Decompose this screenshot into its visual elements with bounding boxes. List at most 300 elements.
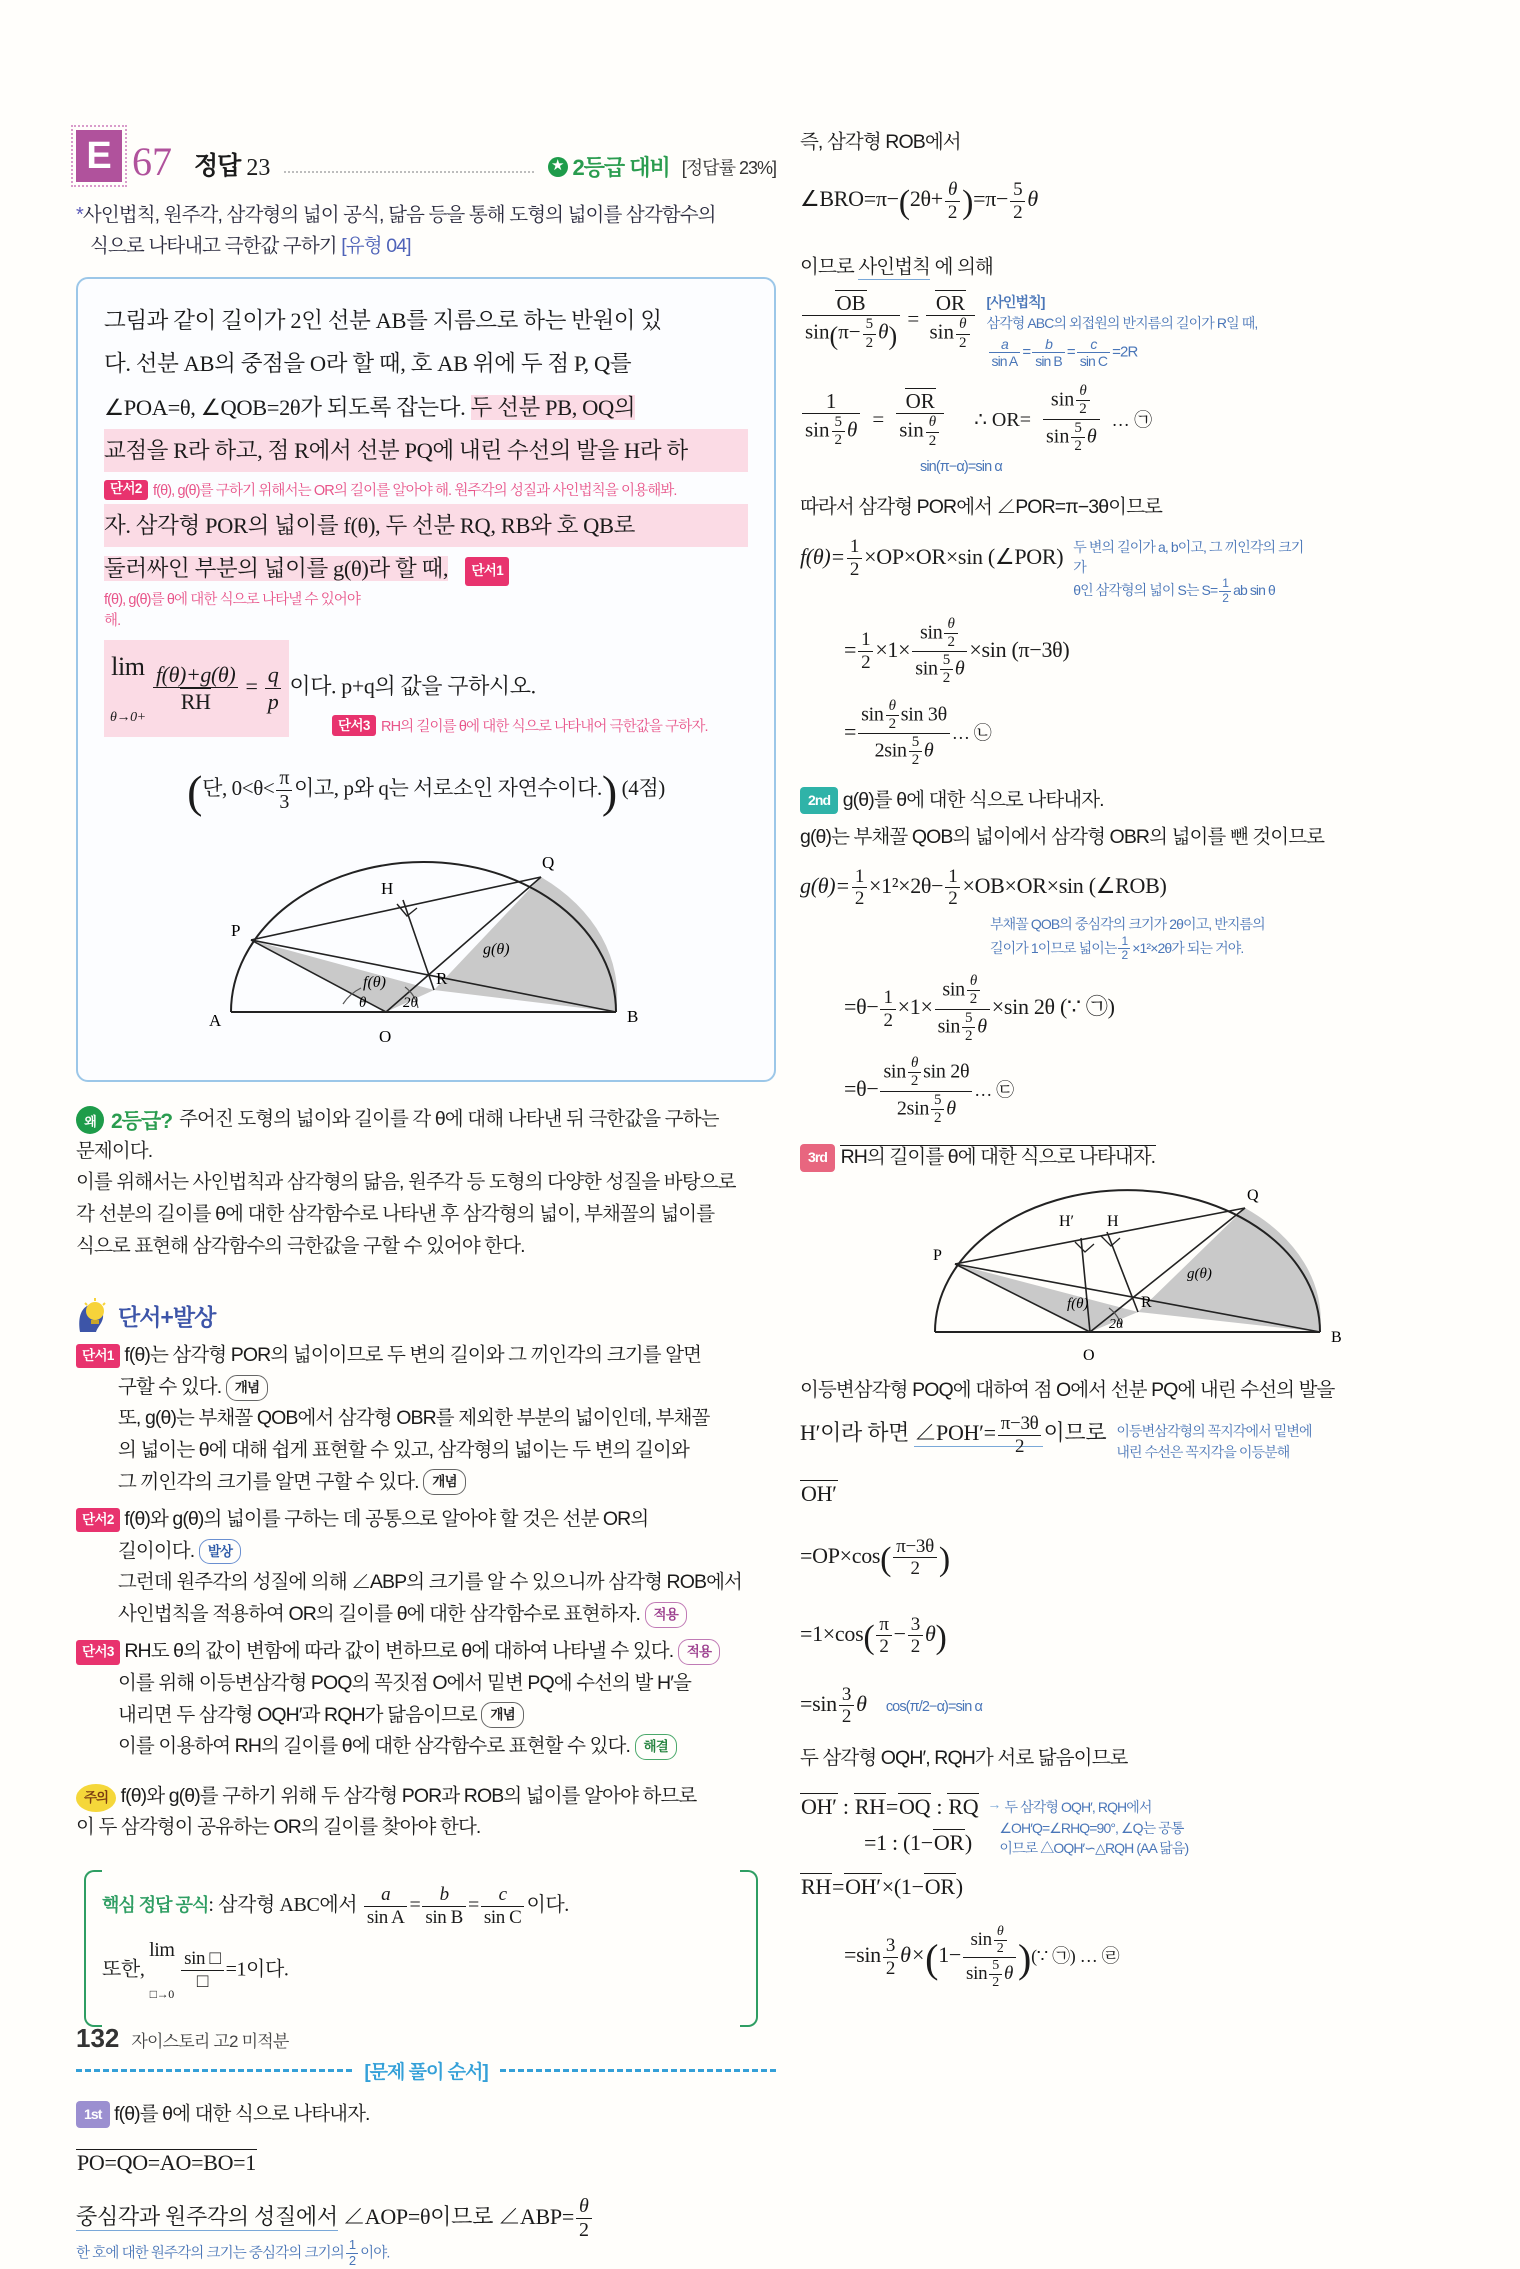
lightbulb-icon	[76, 1296, 110, 1334]
right-line-1: 즉, 삼각형 ROB에서	[800, 131, 961, 153]
figure-label-H: H	[381, 879, 394, 899]
problem-line-4: 교점을 R라 하고, 점 R에서 선분 PQ에 내린 수선의 발을 H라 하	[104, 429, 748, 472]
sector-post: ×1²×2θ가 되는 거야.	[1132, 939, 1244, 956]
limit-equation-row: lim θ→0+ $\frac{f(\theta)+g(\theta)}{RH}$ = $\frac{q}{p}$ 이다. p+q의 값을 구하시오.	[104, 640, 748, 737]
arrow-right-icon: →	[987, 1796, 1001, 1813]
step-1-note-pre: 한 호에 대한 원주각의 크기는 중심각의 크기의	[76, 2245, 344, 2262]
poh-pre: H′이라 하면	[800, 1420, 910, 1446]
f3-dn: 5	[909, 734, 922, 752]
bro-tail: θ	[1027, 186, 1038, 212]
step-1-eq-2	[76, 2195, 776, 2242]
section-letter-badge: E	[76, 130, 122, 182]
core-line-1-pre: : 삼각형 ABC에서	[208, 1893, 358, 1916]
g3-dp: 2sin	[896, 1097, 930, 1119]
oh2-pre: =1×cos	[800, 1621, 864, 1647]
grade-badge-label: 2등급 대비	[572, 155, 670, 180]
grade-badge-group	[548, 151, 776, 182]
hint-item-2	[76, 1504, 776, 1630]
rh-line-2: =sin $\frac{3}{2}$ θ×(1− sin $\frac{\theta}{2}$ sin $\frac{5}{2}$ θ )(∵ ㉠) … ㉣	[844, 1923, 1120, 1991]
g2-f1d: 2	[883, 1009, 893, 1031]
core-line-2: 또한, lim □→0 $\frac{\sin □}{□}$ =1이다.	[102, 1938, 289, 2001]
eqA-f2n: θ	[956, 316, 970, 334]
condition-three: 3	[279, 790, 289, 813]
problem-line-2: 다. 선분 AB의 중점을 O라 할 때, 호 AB 위에 두 점 P, Q를	[104, 351, 632, 377]
orres-nd: 2	[1079, 401, 1087, 418]
problem-statement-box	[76, 277, 776, 1082]
hint-1-line-4: 의 넓이는 θ에 대해 쉽게 표현할 수 있고, 삼각형의 넓이는 두 변의 길이와	[118, 1438, 689, 1461]
oh2-f1d: 2	[879, 1636, 889, 1658]
figure-label-theta: θ	[359, 995, 367, 1012]
hint-item-1	[76, 1340, 776, 1498]
g3-nn: θ	[908, 1055, 921, 1073]
rh2-mid: θ×	[900, 1942, 926, 1968]
core-line-2-post: =1이다.	[225, 1958, 289, 1981]
oh-label-row	[800, 1472, 1460, 1516]
oh-equation-3	[800, 1682, 1460, 1728]
page-number: 132	[76, 2023, 120, 2053]
sn-a: a	[989, 336, 1021, 353]
fig2-label-2theta: 2θ	[1109, 1317, 1123, 1333]
g3-dn: 5	[931, 1092, 944, 1110]
similarity-note	[987, 1797, 1237, 1858]
hint-3-line-2: 이를 위해 이등변삼각형 POQ의 꼭짓점 O에서 밑변 PQ에 수선의 발 H′을	[118, 1671, 691, 1694]
step-1-eq-1	[76, 2141, 776, 2185]
hint-2-line-2-row	[76, 1536, 776, 1568]
oh2-tail: θ	[924, 1621, 936, 1647]
clue1-text: f(θ), g(θ)를 θ에 대한 식으로 나타낼 수 있어야 해.	[104, 592, 361, 629]
f-def-pre: f(θ)=	[800, 543, 845, 569]
rh2-fnd: 2	[996, 1940, 1004, 1956]
asterisk-icon: *	[76, 204, 83, 226]
eqB-d2n: θ	[926, 414, 940, 432]
eqA-den1-tail: θ	[878, 319, 889, 344]
rh2-fnn: θ	[994, 1924, 1007, 1941]
orres-dp: sin	[1046, 424, 1070, 447]
why-title: 2등급?	[111, 1110, 173, 1134]
right-column	[800, 0, 1460, 1999]
core-a: a	[364, 1884, 408, 1907]
g-f1d: 2	[854, 888, 865, 910]
hint-3-badge-gaenyeom: 개념	[481, 1702, 523, 1728]
isos-note-line-2: 내린 수선은 꼭지각을 이등분해	[1116, 1443, 1290, 1460]
hint-1-line-5: 그 끼인각의 크기를 알면 구할 수 있다.	[118, 1470, 419, 1493]
paren-open: (	[187, 766, 203, 817]
figure-label-2theta: 2θ	[403, 995, 418, 1012]
core-formula-box	[76, 1870, 776, 2027]
divider-line-right	[500, 2069, 776, 2072]
right-line-2-pre: 이므로	[800, 256, 854, 279]
header-dotted-rule	[284, 171, 534, 173]
hint-3-badge-jeogyong: 적용	[678, 1639, 720, 1665]
sn-sinB: sin B	[1035, 352, 1062, 369]
caution-block	[76, 1781, 776, 1844]
f2-fnp: sin	[920, 621, 943, 644]
page-footer	[76, 2023, 289, 2054]
fig2-label-O: O	[1083, 1347, 1095, 1365]
problem-line-3b: 두 선분 PB, OQ의	[470, 394, 636, 420]
why-badge-icon: 왜	[76, 1106, 104, 1134]
hint-3-line-3-row	[76, 1700, 776, 1732]
core-sinC: sin C	[483, 1906, 522, 1928]
answer-value: 23	[246, 155, 271, 181]
hint-2-badge-jeogyong: 적용	[645, 1602, 687, 1628]
hint-2-line-4: 사인법칙을 적용하여 OR의 길이를 θ에 대한 삼각함수로 표현하자.	[118, 1602, 640, 1625]
problem-line-6-row	[104, 547, 748, 633]
hint-1-badge-gaenyeom-a: 개념	[226, 1375, 268, 1401]
g-line-2	[844, 973, 1460, 1045]
f3-eq: =	[844, 718, 857, 744]
sine-rule-underline: 사인법칙	[858, 256, 931, 279]
fig2-label-f: f(θ)	[1067, 1296, 1089, 1313]
caution-badge: 주의	[76, 1784, 116, 1812]
bro-f1n: θ	[945, 179, 960, 202]
orres-dt: θ	[1086, 424, 1097, 447]
problem-line-1: 그림과 같이 길이가 2인 선분 AB를 지름으로 하는 반원이 있	[104, 308, 662, 334]
divider-line-left	[76, 2069, 352, 2072]
eqB-d1t: θ	[847, 417, 858, 442]
similar-triangle-row	[800, 1775, 1460, 1865]
clue1-badge: 단서1	[465, 557, 509, 586]
figure-label-R: R	[436, 969, 448, 989]
rh2-fdd: 2	[992, 1975, 999, 1991]
g2-f1n: 1	[880, 987, 895, 1010]
g-intro: g(θ)는 부채꼴 QOB의 넓이에서 삼각형 OBR의 넓이를 뺀 것이므로	[800, 825, 1325, 848]
hint-2-line-3: 그런데 원주각의 성질에 의해 ∠ABP의 크기를 알 수 있으니까 삼각형 ROB에서	[118, 1571, 742, 1594]
f2-fnn: θ	[944, 616, 957, 634]
eqA-num2: OR	[935, 291, 966, 316]
oh-equation-2: =1×cos( $\frac{\pi}{2}$ − $\frac{3}{2}$ θ)	[800, 1613, 947, 1658]
rh2-fnp: sin	[970, 1928, 992, 1950]
f3-np: sin	[861, 703, 884, 726]
rh2-n: 3	[883, 1935, 898, 1958]
why-line-5: 식으로 표현해 삼각함수의 극한값을 구할 수 있어야 한다.	[76, 1234, 525, 1257]
fig2-label-B: B	[1331, 1329, 1342, 1347]
oh2-mid: −	[893, 1621, 906, 1647]
g2-fdd: 2	[965, 1027, 973, 1044]
subtitle-line-1: 사인법칙, 원주각, 삼각형의 넓이 공식, 닮음 등을 통해 도형의 넓이를 삼각함수의	[82, 204, 716, 226]
sim-note-line-2: ∠OH′Q=∠RHQ=90°, ∠Q는 공통	[999, 1819, 1184, 1836]
limit-equals: =	[245, 673, 258, 699]
g3-dt: θ	[946, 1097, 956, 1119]
poh-den: 2	[1015, 1435, 1025, 1457]
bro-paren1: 2θ+	[909, 186, 943, 212]
solution-figure	[895, 1180, 1365, 1370]
hint-2-line-2: 길이이다.	[118, 1539, 195, 1562]
clue3-badge: 단서3	[332, 715, 376, 736]
f3-dp: 2sin	[874, 739, 907, 762]
eqB-d2d: 2	[928, 432, 937, 449]
limit-tail: 이다. p+q의 값을 구하시오.	[289, 673, 536, 699]
g2-fnn: θ	[967, 973, 980, 991]
bro-pre: ∠BRO=π−	[800, 186, 899, 212]
g-f2d: 2	[948, 888, 958, 910]
hint-1-line-2-row	[76, 1372, 776, 1404]
hint-1-line-3: 또, g(θ)는 부채꼴 QOB에서 삼각형 OBR를 제외한 부분의 넓이인데, 부채꼴	[118, 1407, 710, 1430]
eqA-den1-pre: sin	[805, 319, 830, 344]
note-two: 2	[348, 2253, 356, 2269]
eqB-den2-pre: sin	[899, 417, 924, 442]
note-one: 1	[346, 2238, 358, 2254]
g3-nd: 2	[910, 1073, 919, 1090]
oh-label: OH′	[801, 1481, 837, 1507]
tri-note-line-2	[1073, 577, 1313, 606]
bro-f2d: 2	[1013, 201, 1023, 223]
right-line-4: 이등변삼각형 POQ에 대하여 점 O에서 선분 PQ에 내린 수선의 발을	[800, 1379, 1335, 1402]
condition-row	[104, 748, 748, 836]
problem-type-tag: [유형 04]	[341, 235, 411, 257]
hint-2-line-1: f(θ)와 g(θ)의 넓이를 구하는 데 공통으로 알아야 할 것은 선분 OR의	[124, 1508, 649, 1531]
g3-nt: sin 2θ	[923, 1060, 970, 1083]
semicircle-diagram-2-svg	[895, 1180, 1365, 1365]
caution-line-2: 이 두 삼각형이 공유하는 OR의 길이를 찾아야 한다.	[76, 1816, 481, 1839]
sine-note-line-1: 삼각형 ABC의 외접원의 반지름의 길이가 R일 때,	[986, 314, 1258, 331]
limit-subscript: θ→0+	[110, 709, 146, 725]
oh1-n: π−3θ	[893, 1536, 937, 1559]
g-line-3	[844, 1055, 1460, 1127]
g2-fdn: 5	[962, 1010, 975, 1028]
hint-3-badge-haegyeol: 해결	[635, 1734, 677, 1760]
figure-label-O: O	[379, 1027, 392, 1047]
f3-ref: … ㉡	[951, 722, 992, 743]
rh2-fdt: θ	[1003, 1962, 1014, 1984]
fig2-label-Q: Q	[1247, 1187, 1259, 1205]
rh2-fdn: 5	[989, 1958, 1002, 1975]
sn-c: c	[1077, 336, 1110, 353]
f2-hn: 1	[858, 629, 873, 652]
why-body	[76, 1136, 776, 1262]
f2-tail: ×sin (π−3θ)	[969, 636, 1070, 662]
f3-dd: 2	[911, 752, 919, 769]
eqA-f1d: 2	[865, 334, 874, 351]
step-1-eq-2-mid: ∠AOP=θ이므로 ∠ABP=	[343, 2203, 574, 2229]
core-line-2-pre: 또한,	[102, 1958, 145, 1981]
f-line-3	[844, 698, 1460, 770]
correct-rate: [정답률 23%]	[681, 157, 776, 178]
fig2-label-Hprime: H′	[1059, 1213, 1075, 1231]
g2-fnd: 2	[969, 991, 977, 1008]
right-line-6: 두 삼각형 OQH′, RQH가 서로 닮음이므로	[800, 1747, 1128, 1770]
step-1-note	[76, 2238, 776, 2269]
or-solve-row: 1 sin $\frac{5}{2}$ θ = OR sin $\frac{\theta}{2}$ ∴ OR= sin $\frac{\theta}{2}$ sin $\frac{5}{2}$ θ … ㉠	[800, 383, 1460, 455]
fig2-label-H: H	[1107, 1213, 1119, 1231]
caution-line-1: f(θ)와 g(θ)를 구하기 위해 두 삼각형 POR과 ROB의 넓이를 알아야 하므로	[120, 1784, 697, 1807]
problem-line-3	[104, 386, 748, 429]
f3-dt: θ	[923, 739, 934, 762]
figure-label-Q: Q	[542, 853, 555, 873]
g3-ref: … ㉢	[974, 1080, 1014, 1101]
g-def-mid: ×1²×2θ−	[869, 872, 944, 898]
eqA-f2d: 2	[959, 334, 967, 351]
eqB-num2: OR	[905, 389, 935, 414]
figure-label-f: f(θ)	[363, 974, 386, 992]
core-c: c	[481, 1884, 525, 1907]
divider-label: [문제 풀이 순서]	[364, 2061, 488, 2083]
problem-points: (4점)	[621, 776, 665, 800]
limit-numerator: f(θ)+g(θ)	[153, 662, 238, 688]
core-line-1: 핵심 정답 공식: 삼각형 ABC에서 $\frac{a}{\text{sin A}}$ = $\frac{b}{\text{sin B}}$ = $\frac{c}{\text{sin C}}$ 이다.	[102, 1883, 569, 1928]
f2-fdt: θ	[954, 657, 965, 680]
g2-tail: ×sin 2θ (∵ ㉠)	[991, 994, 1115, 1020]
g2-fdp: sin	[937, 1015, 961, 1037]
cos-identity-note: cos(π/2−α)=sin α	[885, 1699, 982, 1716]
g2-fdt: θ	[977, 1015, 987, 1037]
figure-label-A: A	[209, 1011, 222, 1031]
angle-bro-equation: ∠BRO=π−(2θ+ $\frac{\theta}{2}$ )=π− $\frac{5}{2}$ θ	[800, 178, 1038, 223]
sector-area-note	[990, 914, 1460, 963]
right-line-2-post: 에 의해	[934, 256, 993, 279]
poh-num: π−3θ	[998, 1413, 1042, 1436]
limit-p: p	[267, 688, 279, 714]
semicircle-diagram-svg	[191, 842, 661, 1057]
hint-1-line-2: 구할 수 있다.	[118, 1375, 222, 1398]
g2-eq: =θ−	[844, 994, 879, 1020]
fig2-label-R: R	[1141, 1294, 1152, 1312]
f-half-d: 2	[849, 558, 860, 580]
core-lim-den: □	[196, 1971, 208, 1993]
eqB-num1: 1	[802, 389, 860, 414]
ratio-line-2: =1 : (1−OR)	[864, 1830, 972, 1856]
g-def-tail: ×OB×OR×sin (∠ROB)	[962, 872, 1167, 898]
clue3-text: RH의 길이를 θ에 대한 식으로 나타내어 극한값을 구하자.	[381, 718, 708, 735]
therefore-text: ∴ OR=	[974, 408, 1031, 431]
f2-eq: =	[844, 636, 857, 662]
core-line-1-post: 이다.	[526, 1893, 569, 1916]
eqA-num1: OB	[836, 291, 866, 316]
sn-sinC: sin C	[1079, 352, 1108, 369]
bro-mid: =π−	[973, 186, 1009, 212]
f2-fdn: 5	[940, 652, 953, 670]
step-2-badge: 2nd	[800, 787, 838, 815]
why-line-4: 각 선분의 길이를 θ에 대한 삼각함수로 나타낸 후 삼각형의 넓이, 부채꼴의 넓이를	[76, 1203, 715, 1226]
g-definition	[800, 864, 1460, 910]
eqB-den1-pre: sin	[805, 417, 830, 442]
hint-3-line-4: 이를 이용하여 RH의 길이를 θ에 대한 삼각함수로 표현할 수 있다.	[118, 1735, 630, 1758]
hint-2-badge: 단서2	[76, 1508, 120, 1533]
right-line-2	[800, 251, 1460, 284]
g-f1n: 1	[852, 866, 867, 889]
hint-3-line-1: RH도 θ의 값이 변함에 따라 값이 변하므로 θ에 대하여 나타낼 수 있다.	[124, 1640, 674, 1663]
step-1-text: f(θ)를 θ에 대한 식으로 나타내자.	[114, 2102, 370, 2125]
fig2-label-g: g(θ)	[1187, 1266, 1212, 1283]
g-def-pre: g(θ)=	[800, 872, 850, 898]
ref-gia: … ㉠	[1111, 410, 1153, 431]
core-lim-num: sin □	[181, 1948, 223, 1971]
step-3-row	[800, 1141, 1460, 1174]
hint-3-badge: 단서3	[76, 1640, 120, 1665]
oh2-f1n: π	[876, 1614, 891, 1637]
oh3-d: 2	[841, 1706, 852, 1728]
isosceles-note	[1116, 1421, 1326, 1462]
limit-denominator: RH	[180, 689, 211, 715]
sector-fn: 1	[1118, 935, 1130, 950]
f2-fdp: sin	[915, 657, 938, 680]
sine-note-formula: $\frac{a}{\text{sin A}}$ = $\frac{b}{\text{sin B}}$ = $\frac{c}{\text{sin C}}$ =2R	[987, 336, 1258, 369]
poh-equation	[800, 1411, 1106, 1457]
hint-1-badge: 단서1	[76, 1344, 120, 1369]
g2-mid: ×1×	[897, 994, 933, 1020]
sn-eq: =2R	[1112, 343, 1138, 361]
hint-2-line-4-row	[76, 1599, 776, 1631]
step-1-eq-2-pre: 중심각과 원주각의 성질에서	[76, 2203, 338, 2229]
hint-item-3	[76, 1636, 776, 1762]
tri-f-d: 2	[1222, 590, 1229, 605]
g2-fnp: sin	[942, 978, 965, 1001]
limit-q: q	[265, 662, 282, 688]
f3-nn: θ	[886, 698, 899, 716]
star-icon	[548, 157, 568, 177]
g-f2n: 1	[945, 866, 960, 889]
eqA-den1-par: π−	[838, 319, 861, 344]
hint-section-header	[76, 1296, 776, 1334]
book-title: 자이스토리 고2 미적분	[131, 2032, 289, 2051]
f2-fnd: 2	[947, 633, 955, 650]
core-sinB: sin B	[425, 1906, 463, 1928]
tri-note-post: ab sin θ	[1233, 582, 1275, 599]
core-b: b	[422, 1884, 466, 1907]
rh2-d: 2	[885, 1957, 896, 1979]
poh-row	[800, 1407, 1460, 1462]
sine-rule-equation: OB sin(π− $\frac{5}{2}$ θ) = OR sin $\frac{\theta}{2}$	[800, 290, 977, 352]
step-1-two: 2	[578, 2219, 589, 2242]
condition-pre: 단, 0<θ<	[202, 776, 275, 800]
hint-3-line-4-row	[76, 1731, 776, 1763]
why-section-header	[76, 1104, 776, 1136]
f2-mid: ×1×	[875, 636, 911, 662]
f-half-n: 1	[847, 536, 862, 559]
figure-label-P: P	[231, 921, 241, 941]
hint-1-line-1: f(θ)는 삼각형 POR의 넓이이므로 두 변의 길이와 그 끼인각의 크기를 알면	[124, 1344, 702, 1367]
isos-note-line-1: 이등변삼각형의 꼭지각에서 밑변에	[1116, 1423, 1312, 1440]
eqA-f1n: 5	[863, 316, 877, 334]
similarity-arrow-row	[987, 1797, 1237, 1817]
tri-f-n: 1	[1219, 577, 1231, 592]
f-line-2	[844, 616, 1460, 688]
rh-equation: RH=OH′×(1−OR)	[801, 1874, 963, 1900]
answer-label: 정답	[194, 152, 241, 180]
step-1-row	[76, 2098, 776, 2131]
core-lim-sub: □→0	[149, 1986, 174, 2001]
paren-close: )	[601, 766, 617, 817]
rh2-tail: (∵ ㉠) … ㉣	[1031, 1946, 1120, 1967]
step-2-row	[800, 784, 1460, 817]
why-line-2: 문제이다.	[76, 1139, 153, 1162]
sn-sinA: sin A	[991, 352, 1018, 369]
problem-figure	[191, 842, 661, 1062]
f3-nd: 2	[888, 715, 896, 732]
right-line-3: 따라서 삼각형 POR에서 ∠POR=π−3θ이므로	[800, 496, 1162, 519]
orres-np: sin	[1050, 388, 1075, 411]
sector-note-line-2	[990, 935, 1460, 964]
problem-number: 67	[132, 139, 172, 184]
figure-label-g: g(θ)	[483, 941, 510, 959]
oh1-pre: =OP×cos	[800, 1543, 881, 1569]
g3-dd: 2	[934, 1109, 942, 1126]
oh2-f2d: 2	[910, 1636, 920, 1658]
problem-header	[76, 130, 776, 182]
hint-1-line-5-row	[76, 1467, 776, 1499]
clue2-row	[104, 474, 748, 502]
problem-line-5: 자. 삼각형 POR의 넓이를 f(θ), 두 선분 RQ, RB와 호 QB로	[104, 504, 748, 547]
ratio-block	[800, 1775, 979, 1865]
problem-line-6: 둘러싸인 부분의 넓이를 g(θ)라 할 때,	[104, 556, 449, 582]
ratio-line-1: OH′ : RH=OQ : RQ	[801, 1794, 979, 1820]
problem-line-3a: ∠POA=θ, ∠QOB=2θ가 되도록 잡는다.	[104, 394, 471, 420]
hint-3-line-3: 내리면 두 삼각형 OQH′과 RQH가 닮음이므로	[118, 1703, 477, 1726]
why-line-3: 이를 위해서는 사인법칙과 삼각형의 닮음, 원주각 등 도형의 다양한 성질을 바탕으로	[76, 1171, 736, 1194]
g3-np: sin	[883, 1060, 906, 1083]
sine-rule-row	[800, 290, 1460, 369]
poh-post: 이므로	[1043, 1420, 1107, 1446]
